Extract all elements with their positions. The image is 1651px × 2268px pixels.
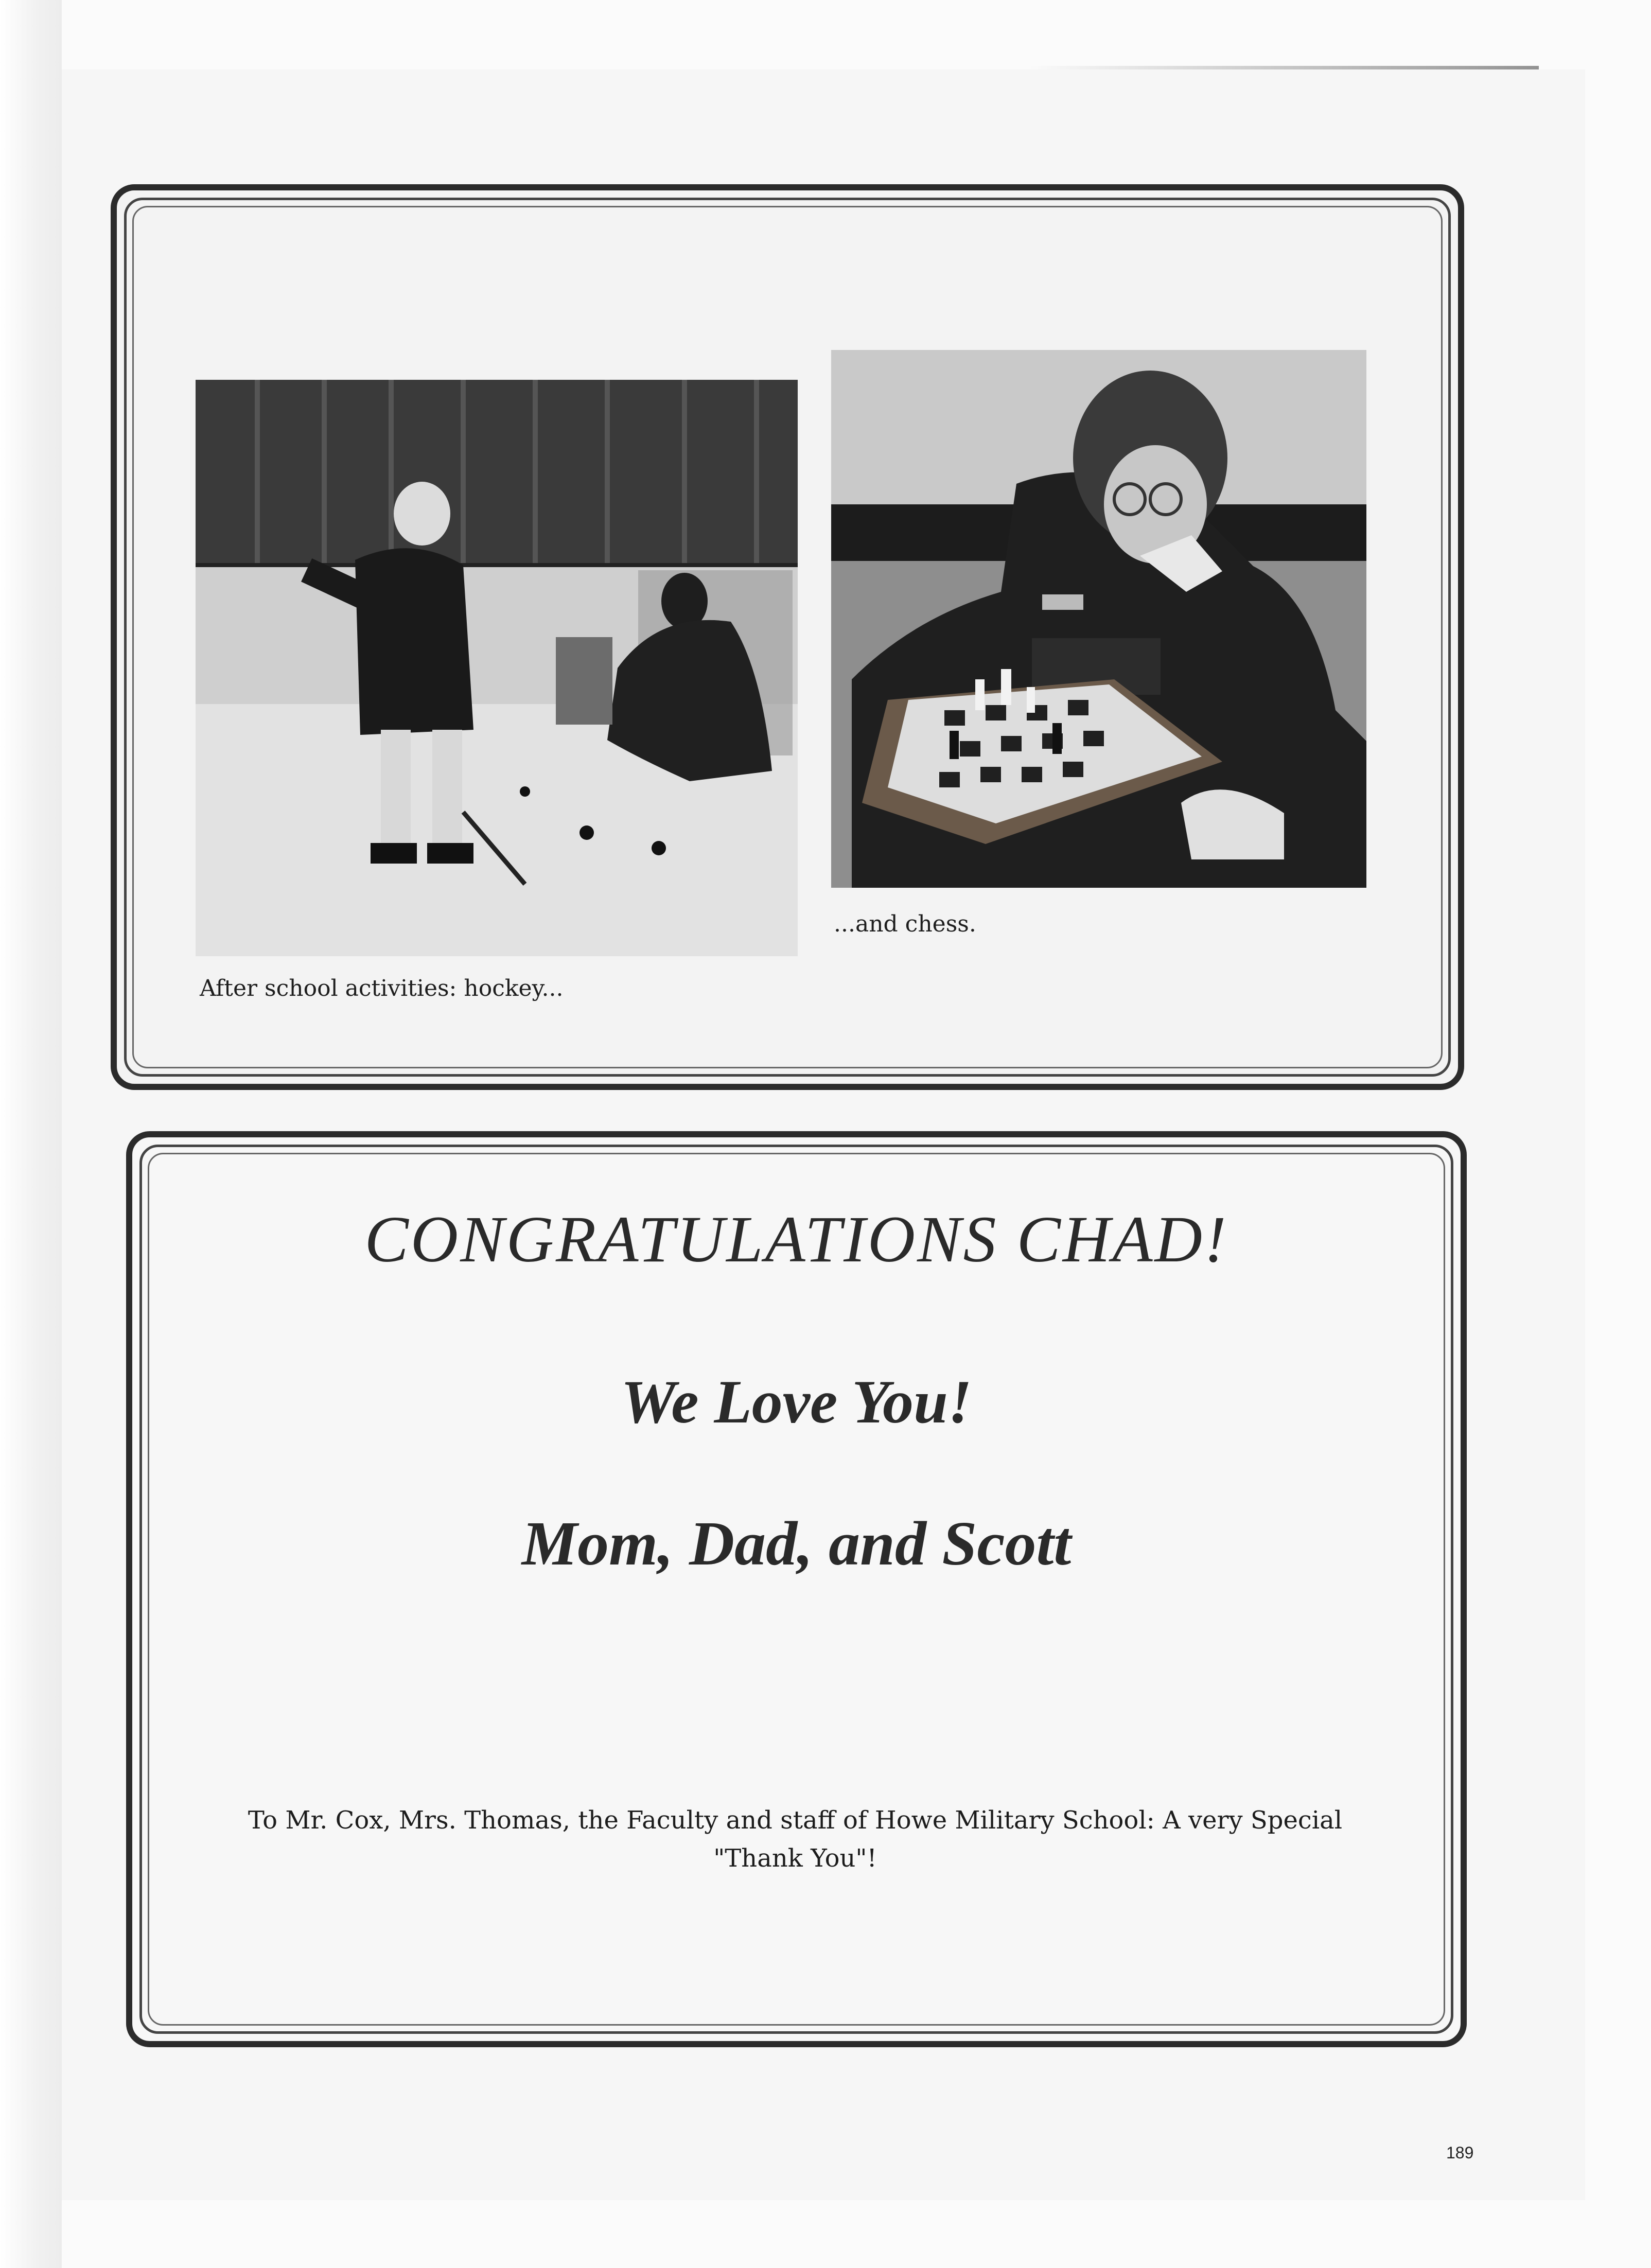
love-line: We Love You! bbox=[621, 1367, 972, 1436]
family-signature: Mom, Dad, and Scott bbox=[521, 1509, 1072, 1578]
chess-caption: ...and chess. bbox=[834, 911, 976, 937]
scan-edge bbox=[0, 0, 62, 2268]
chess-photo bbox=[831, 350, 1366, 888]
page-number: 189 bbox=[1446, 2143, 1474, 2162]
thank-you-line-2: "Thank You"! bbox=[713, 1844, 877, 1873]
congratulations-headline: CONGRATULATIONS CHAD! bbox=[364, 1203, 1228, 1276]
thank-you-line-1: To Mr. Cox, Mrs. Thomas, the Faculty and staff of Howe Military School: A very Special bbox=[248, 1806, 1343, 1835]
hockey-photo bbox=[196, 380, 798, 956]
hockey-caption: After school activities: hockey... bbox=[200, 975, 564, 1001]
thank-you-note bbox=[196, 1801, 1395, 1877]
